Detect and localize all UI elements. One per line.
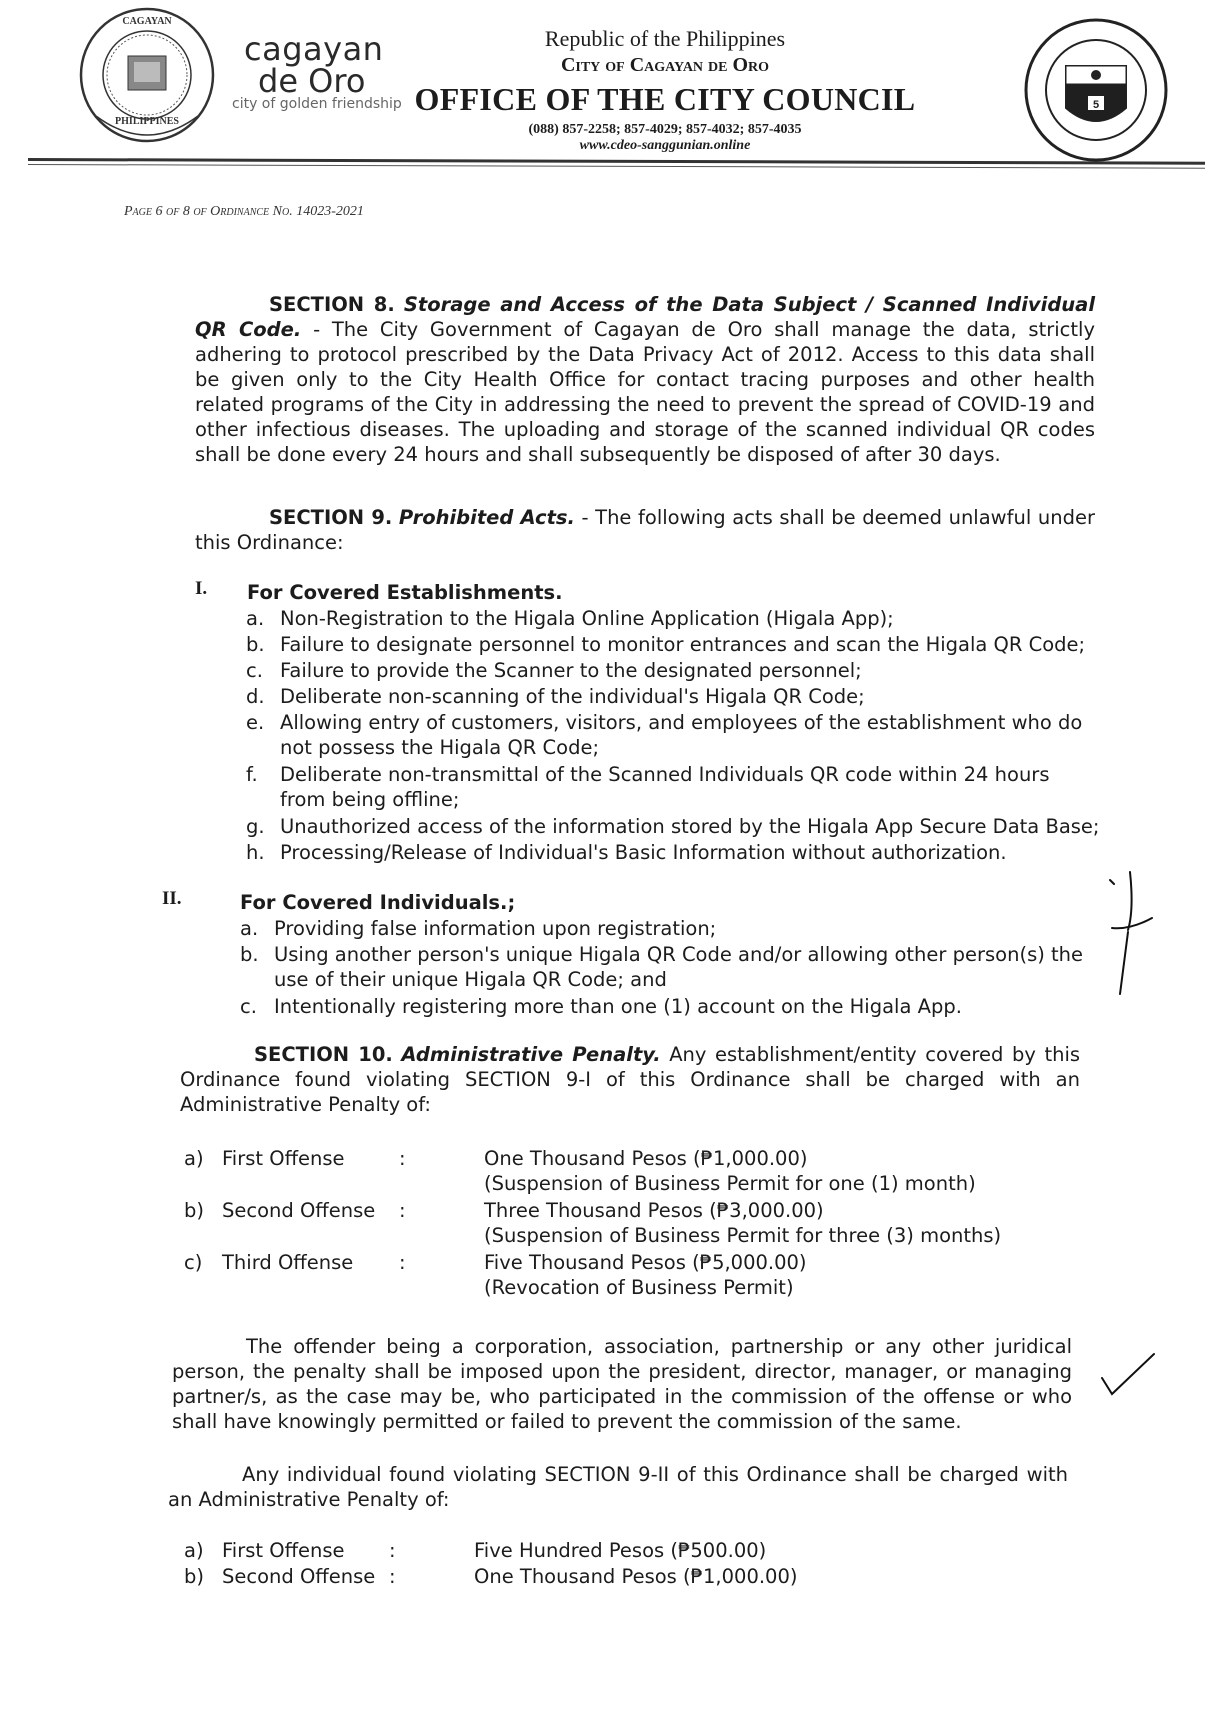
section-10-number: SECTION 10. bbox=[254, 1043, 393, 1066]
section-10-body: Any establishment/entity covered by this Ordinance found violating SECTION 9-I of this Ordinance shall be charged with an Administrative Penalty of: bbox=[180, 1043, 1081, 1116]
group2-heading: For Covered Individuals.; bbox=[240, 891, 516, 914]
handwritten-initial-mark bbox=[1100, 870, 1160, 1000]
city-seal-left bbox=[76, 4, 218, 146]
header-rule-thin bbox=[28, 164, 1205, 169]
section-8-number: SECTION 8. bbox=[269, 293, 395, 316]
letterhead-text bbox=[410, 26, 920, 154]
section-8-body: - The City Government of Cagayan de Oro shall manage the data, strictly adhering to protocol prescribed by the Data Privacy Act of 2012. Access to this data shall be given only to the City Health Office for contact tracing purposes and other health related programs of the City in addressing the need to prevent the spread of COVID-19 and other infectious diseases. The uploading and storage of the scanned individual QR codes shall be done every 24 hours and shall subsequently be disposed of after 30 days. bbox=[195, 318, 1095, 466]
svg-text:CAGAYAN: CAGAYAN bbox=[122, 16, 172, 27]
section-10-title: Administrative Penalty. bbox=[401, 1043, 661, 1066]
brand-line2: de Oro bbox=[258, 62, 366, 100]
penalty-row: b) Second Offense : One Thousand Pesos (₱1,000.00) bbox=[184, 1565, 798, 1588]
penalty-row: c) Third Offense : Five Thousand Pesos (₱5,000.00) (Revocation of Business Permit) bbox=[184, 1251, 807, 1299]
group1-roman: I. bbox=[195, 578, 208, 599]
section-9-number: SECTION 9. bbox=[269, 506, 393, 529]
website-link[interactable]: www.cdeo-sanggunian.online bbox=[579, 138, 751, 153]
brand-tagline: city of golden friendship bbox=[232, 96, 402, 112]
section-9-title: Prohibited Acts. bbox=[398, 506, 575, 529]
republic-line: Republic of the Philippines bbox=[544, 26, 786, 51]
office-title: OFFICE OF THE CITY COUNCIL bbox=[414, 81, 916, 117]
individual-paragraph: Any individual found violating SECTION 9-II of this Ordinance shall be charged with an Administrative Penalty of: bbox=[168, 1463, 1068, 1511]
council-seal-right bbox=[1022, 16, 1170, 164]
section-8-title: Storage and Access of the Data Subject / Scanned Individual QR Code. bbox=[195, 293, 1096, 341]
city-line: City of Cagayan de Oro bbox=[560, 54, 770, 76]
phone-numbers: (088) 857-2258; 857-4029; 857-4032; 857-4035 bbox=[528, 122, 802, 137]
section-10 bbox=[180, 1042, 1080, 1117]
svg-text:5: 5 bbox=[1092, 99, 1100, 111]
handwritten-check-mark bbox=[1098, 1350, 1158, 1400]
penalty-row: a) First Offense : One Thousand Pesos (₱1,000.00) (Suspension of Business Permit for one (1) month) bbox=[184, 1147, 976, 1195]
section-9 bbox=[195, 505, 1095, 555]
juridical-paragraph: The offender being a corporation, association, partnership or any other juridical person, the penalty shall be imposed upon the president, director, manager, or managing partner/s, as the case may be, who participated in the commission of the offense or who shall have knowingly permitted or failed to prevent the commission of the same. bbox=[172, 1335, 1072, 1433]
group2-roman: II. bbox=[162, 888, 182, 909]
penalty-row: b) Second Offense : Three Thousand Pesos (₱3,000.00) (Suspension of Business Permit for three (3) months) bbox=[184, 1199, 1002, 1247]
section-8 bbox=[195, 292, 1095, 467]
city-brand-logo bbox=[232, 30, 402, 120]
section-9-body: - The following acts shall be deemed unlawful under this Ordinance: bbox=[195, 506, 1095, 554]
group1-heading: For Covered Establishments. bbox=[247, 581, 563, 604]
penalty-row: a) First Offense : Five Hundred Pesos (₱500.00) bbox=[184, 1539, 767, 1562]
page-reference: Page 6 of 8 of Ordinance No. 14023-2021 bbox=[124, 204, 364, 219]
svg-text:PHILIPPINES: PHILIPPINES bbox=[115, 116, 179, 127]
ordinance-page: CAGAYAN PHILIPPINES cagayan de Oro city of golden friendship Republic of the Philippines City of Cagayan de Oro OFFICE OF THE CITY COUNCIL (088) 857-2258; 857-4029; 857-4032; 857-4035 www.cdeo-sanggunian.online 5 Page 6 of 8 of Ordinance No. 14023-2021 SECTION 8. Storage and Access of the Data Subject / Scanned Individual QR Code. - The City Government of Cagayan de Oro shall manage the data, strictly adhering to protocol prescribed by the Data Privacy Act of 2012. Access to this data shall be given only to the City Health Office for contact tracing purposes and other health related programs of the City in addressing the need to prevent the spread of COVID-19 and other infectious diseases. The uploading and storage of the scanned individual QR codes shall be done every 24 hours and shall subsequently be disposed of after 30 days. SECTION 9. Prohibited Acts. - The following acts shall be deemed unlawful under this Ordinance: I. For Covered Establishments. a. Non-Registration to the Higala Online Application (Higala App); b. Failure to designate personnel to monitor entrances and scan the Higala QR Code; c. Failure to provide the Scanner to the designated personnel; d. Deliberate non-scanning of the individual's Higala QR Code; e. Allowing entry of customers, visitors, and employees of the establishment who do not possess the Higala QR Code; f. Deliberate non-transmittal of the Scanned Individuals QR code within 24 hours from being offline; g. Unauthorized access of the information stored by the Higala App Secure Data Base; h. Processing/Release of Individual's Basic Information without authorization. II. For Covered Individuals.; a. Providing false information upon registration; b. Using another person's unique Higala QR Code and/or allowing other person(s) the use of their unique Higala QR Code; and c. Intentionally registering more than one (1) account on the Higala App. SECTION 10. Administrative Penalty. Any establishment/entity covered by this Ordinance found violating SECTION 9-I of this Ordinance shall be charged with an Administrative Penalty of: a) First Offense : One Thousand Pesos (₱1,000.00) (Suspension of Business Permit for one (1) month) b) Second Offense : Three Thousand Pesos (₱3,000.00) (Suspension of Business Permit for three (3) months) c) Third Offense : Five Thousand Pesos (₱5,000.00) (Revocation of Business Permit) The offender being a corporation, association, partnership or any other juridical person, the penalty shall be imposed upon the president, director, manager, or managing partner/s, as the case may be, who participated in the commission of the offense or who shall have knowingly permitted or failed to prevent the commission of the same. Any individual found violating SECTION 9-II of this Ordinance shall be charged with an Administrative Penalty of: a) First Offense : Five Hundred Pesos (₱500.00) b) Second Offense : One Thousand Pesos (₱1,000.00) bbox=[0, 0, 1205, 1718]
brand-line1: cagayan bbox=[244, 30, 384, 68]
